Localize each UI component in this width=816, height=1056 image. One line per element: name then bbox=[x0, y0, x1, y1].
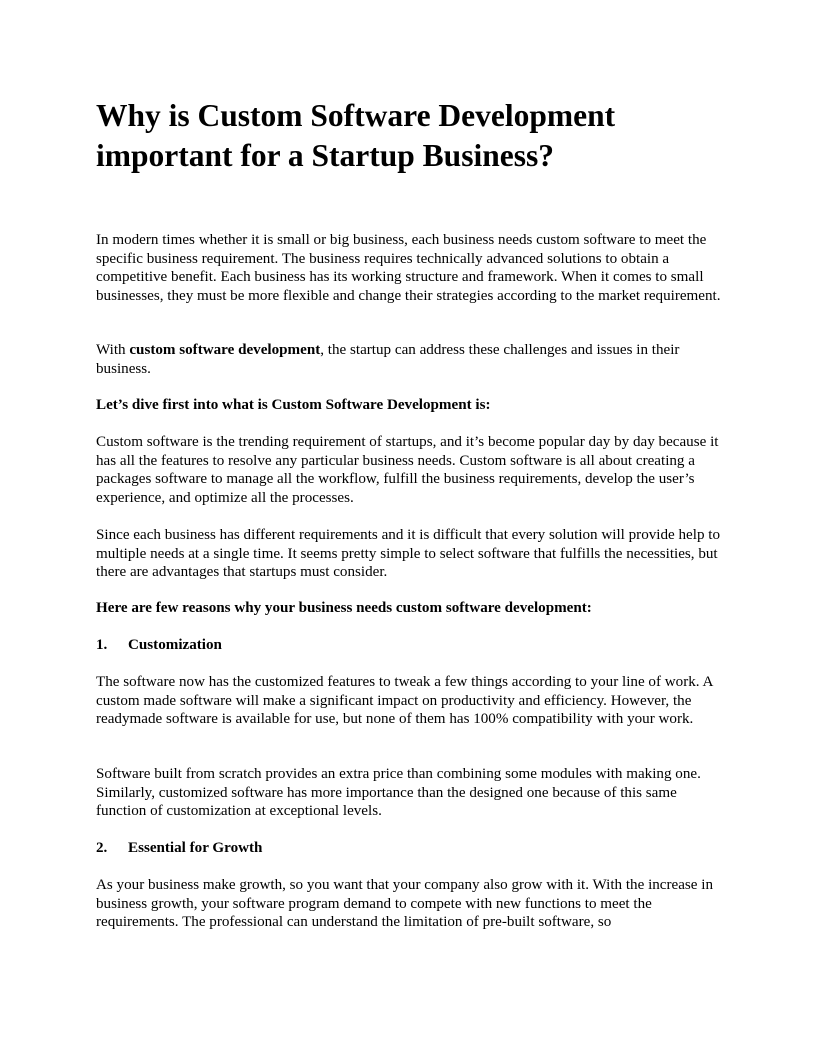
reason-number: 2. bbox=[96, 840, 108, 856]
reason-title: Essential for Growth bbox=[128, 840, 263, 856]
subheading-text: Here are few reasons why your business needs custom software development: bbox=[96, 600, 592, 616]
definition-paragraph: Custom software is the trending requirement of startups, and it’s become popular day by day because it has all the features to resolve any particular business needs. Custom software is all about creating a packages software to manage all the workflow, fulfill the business requirements, develop the user’s experience, and optimize all the processes. bbox=[96, 434, 719, 506]
p2-text-before: With bbox=[96, 342, 130, 358]
title-line-1: Why is Custom Software Development bbox=[96, 98, 616, 133]
title-line-2: important for a Startup Business? bbox=[96, 138, 554, 173]
requirements-paragraph: Since each business has different requirements and it is difficult that every solution will provide help to multiple needs at a single time. It seems pretty simple to select software that fulfills the necessities, but there are advantages that startups must consider. bbox=[96, 527, 721, 580]
reason-heading-customization bbox=[96, 636, 726, 655]
custom-dev-paragraph bbox=[96, 341, 726, 378]
growth-paragraph: As your business make growth, so you want that your company also grow with it. With the increase in business growth, your software program demand to compete with new functions to meet the requirements. The professional can understand the limitation of pre-built software, so bbox=[96, 877, 714, 930]
p2-text-after: , the startup can address these challenges and issues in their business. bbox=[96, 342, 680, 377]
section-subheading-definition bbox=[96, 396, 726, 415]
customization-paragraph-1: The software now has the customized features to tweak a few things according to your line of work. A custom made software will make a significant impact on productivity and efficiency. However, the readymade software is available for use, but none of them has 100% compatibility with your work. bbox=[96, 674, 713, 727]
custom-software-development-emphasis: custom software development bbox=[129, 342, 321, 358]
customization-paragraph-2: Software built from scratch provides an extra price than combining some modules with making one. Similarly, customized software has more importance than the designed one because of this same function of customization at exceptional levels. bbox=[96, 766, 701, 819]
reason-title: Customization bbox=[128, 637, 222, 653]
subheading-text: Let’s dive first into what is Custom Software Development is: bbox=[96, 397, 491, 413]
document-page bbox=[96, 96, 726, 930]
section-subheading-reasons bbox=[96, 599, 726, 618]
intro-paragraph: In modern times whether it is small or big business, each business needs custom software to meet the specific business requirement. The business requires technically advanced solutions to obtain a competitive benefit. Each business has its working structure and framework. When it comes to small businesses, they must be more flexible and change their strategies according to the market requirement. bbox=[96, 232, 721, 304]
document-title bbox=[96, 96, 726, 176]
reason-heading-growth bbox=[96, 839, 726, 858]
reason-number: 1. bbox=[96, 637, 108, 653]
